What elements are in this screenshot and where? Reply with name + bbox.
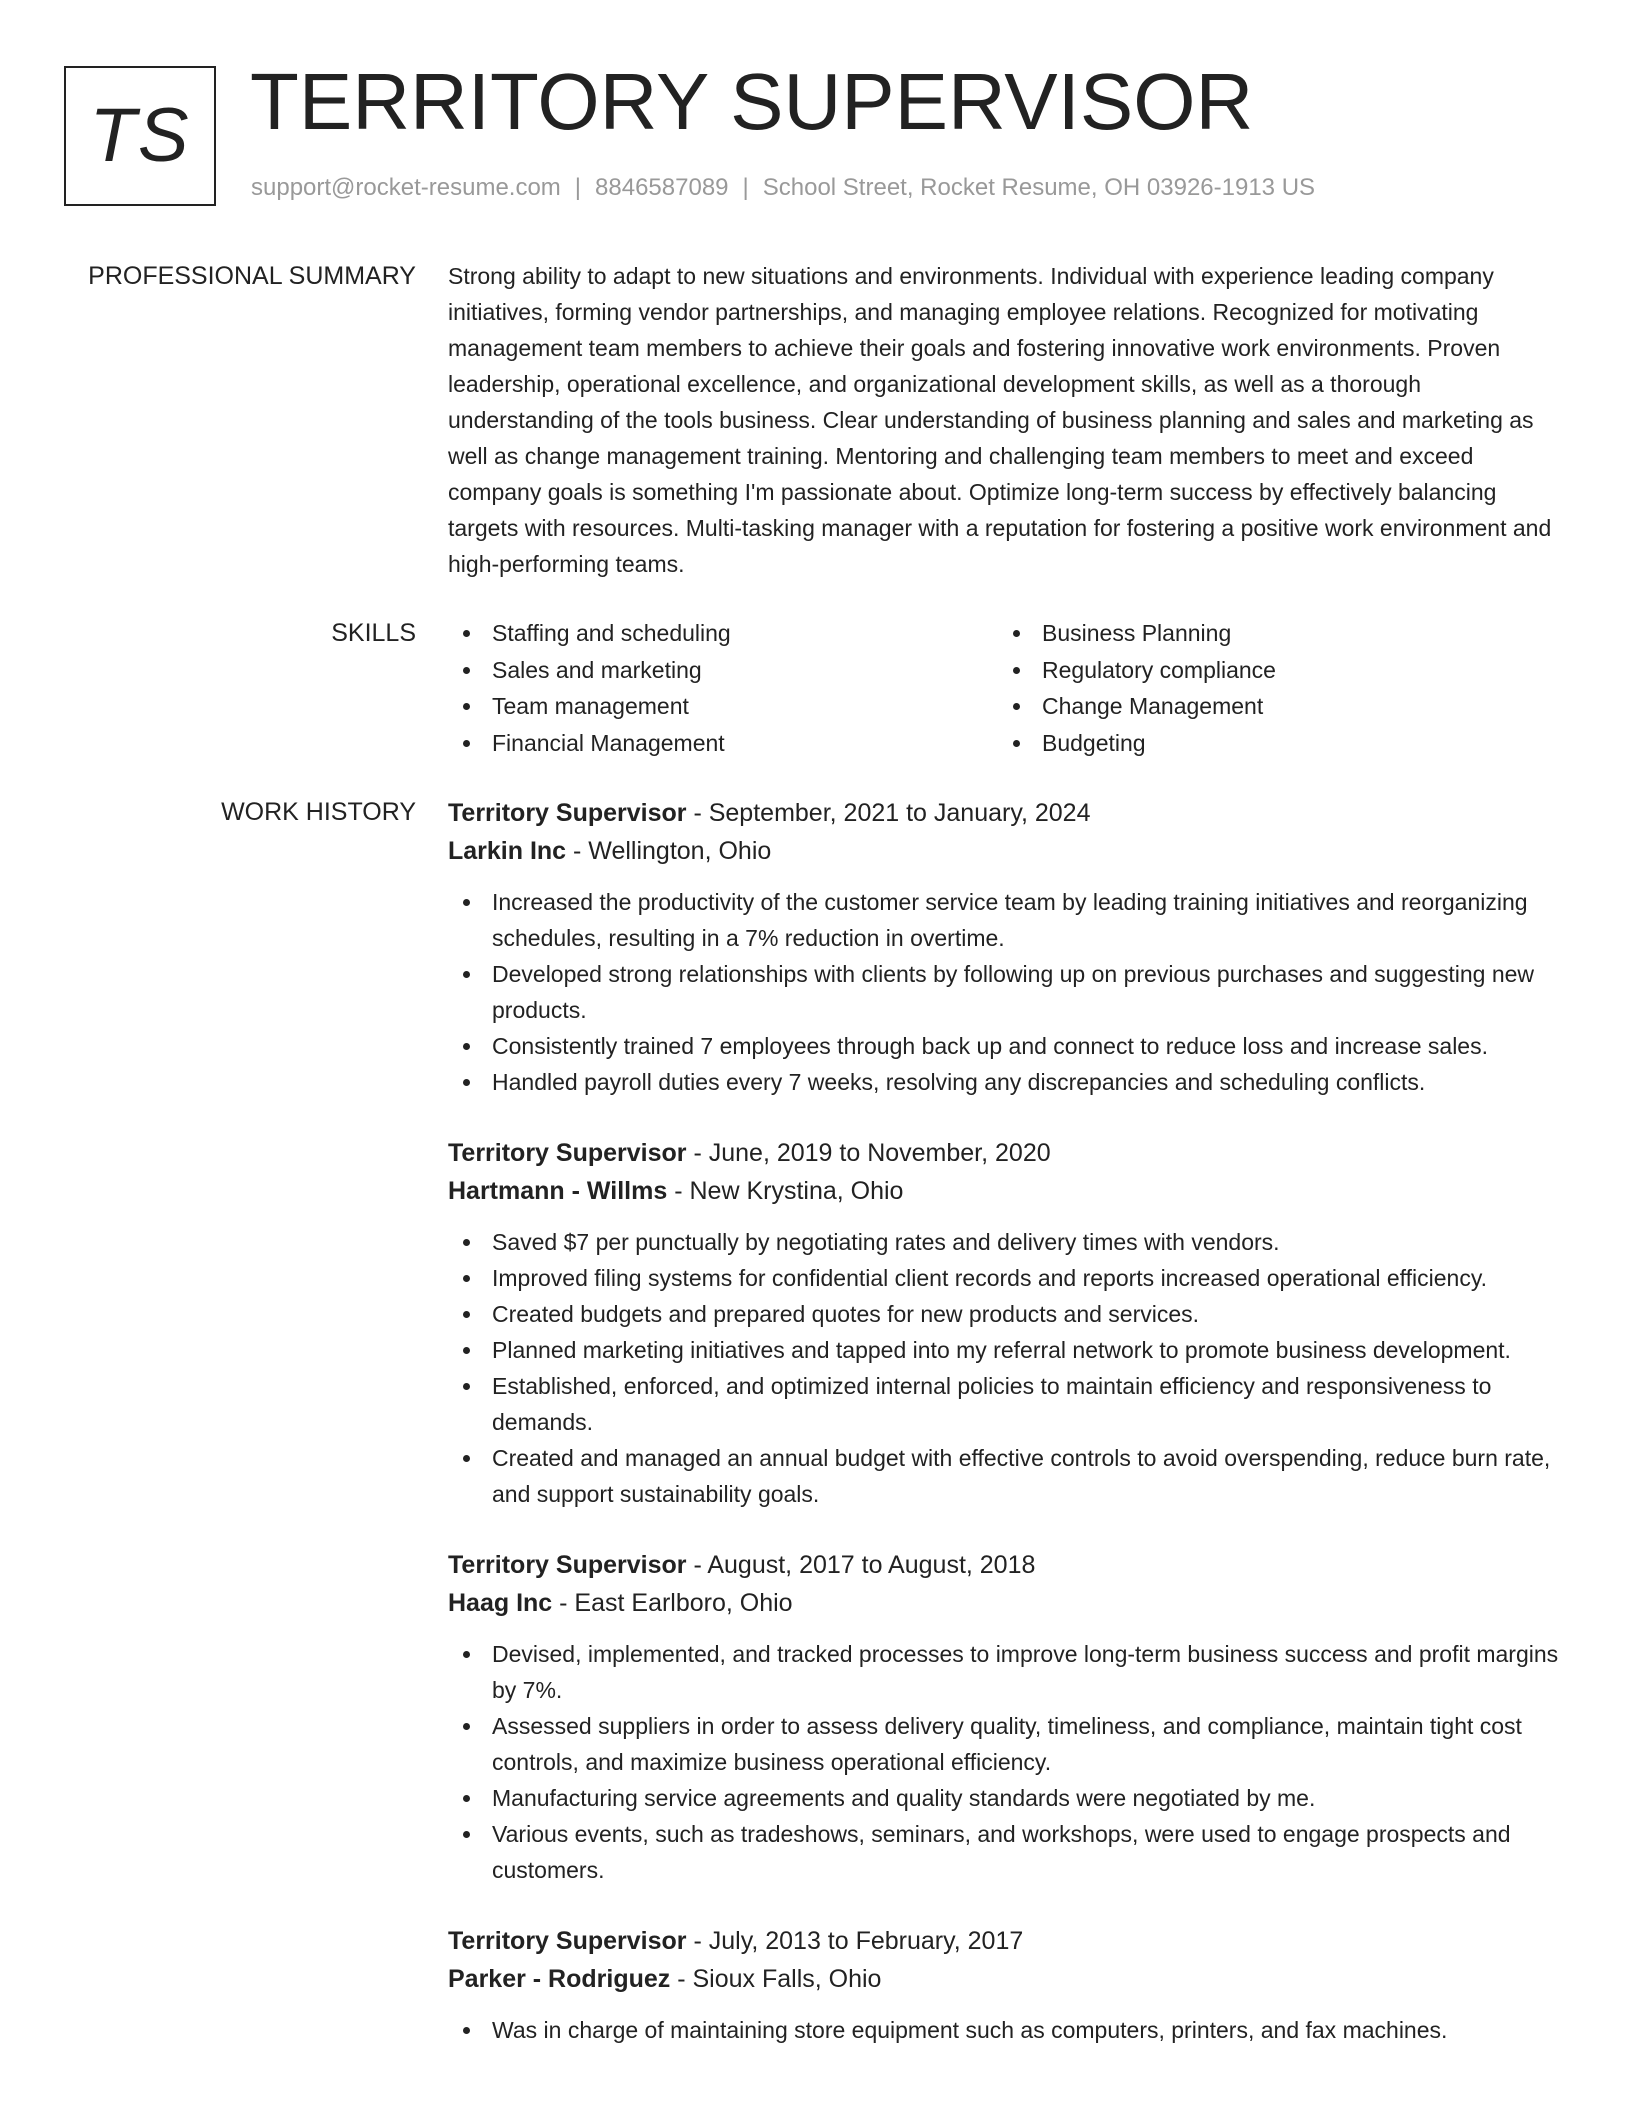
job-title: Territory Supervisor bbox=[448, 1927, 687, 1955]
monogram-text: TS bbox=[89, 93, 191, 178]
skill-item: Regulatory compliance bbox=[998, 652, 1548, 689]
job-bullet-list bbox=[448, 884, 1568, 1100]
skill-item: Financial Management bbox=[448, 725, 998, 762]
job-company-line bbox=[448, 832, 1568, 870]
job-bullet-list bbox=[448, 1636, 1568, 1888]
job-company-line bbox=[448, 1584, 1568, 1622]
skill-item: Sales and marketing bbox=[448, 652, 998, 689]
job-bullet: Assessed suppliers in order to assess delivery quality, timeliness, and compliance, maintain tight cost controls, and maximize business operational efficiency. bbox=[448, 1708, 1568, 1780]
job-title: Territory Supervisor bbox=[448, 799, 687, 827]
job-entry bbox=[448, 1546, 1568, 1888]
job-entry bbox=[448, 794, 1568, 1100]
job-company: Parker - Rodriguez bbox=[448, 1965, 671, 1993]
job-bullet: Improved filing systems for confidential client records and reports increased operational efficiency. bbox=[448, 1260, 1568, 1296]
job-bullet: Created and managed an annual budget with effective controls to avoid overspending, reduce burn rate, and support sustainability goals. bbox=[448, 1440, 1568, 1512]
contact-email: support@rocket-resume.com bbox=[251, 174, 561, 201]
job-bullet-list bbox=[448, 2012, 1568, 2048]
job-dates: - September, 2021 to January, 2024 bbox=[686, 799, 1091, 827]
job-bullet: Was in charge of maintaining store equipment such as computers, printers, and fax machines. bbox=[448, 2012, 1568, 2048]
contact-phone: 8846587089 bbox=[595, 174, 729, 201]
job-bullet-list bbox=[448, 1224, 1568, 1512]
job-bullet: Saved $7 per punctually by negotiating rates and delivery times with vendors. bbox=[448, 1224, 1568, 1260]
job-entry bbox=[448, 1134, 1568, 1512]
job-bullet: Manufacturing service agreements and quality standards were negotiated by me. bbox=[448, 1780, 1568, 1816]
job-bullet: Various events, such as tradeshows, seminars, and workshops, were used to engage prospects and customers. bbox=[448, 1816, 1568, 1888]
job-company-line bbox=[448, 1960, 1568, 1998]
summary-body bbox=[448, 258, 1568, 582]
skill-item: Business Planning bbox=[998, 615, 1548, 652]
job-location: - Sioux Falls, Ohio bbox=[670, 1965, 882, 1993]
skill-item: Budgeting bbox=[998, 725, 1548, 762]
skills-list bbox=[448, 615, 1568, 761]
job-dates: - July, 2013 to February, 2017 bbox=[686, 1927, 1024, 1955]
job-title-line bbox=[448, 794, 1568, 832]
work-history-heading: WORK HISTORY bbox=[221, 798, 416, 826]
job-entry bbox=[448, 1922, 1568, 2048]
skills-body bbox=[448, 615, 1568, 761]
contact-line bbox=[251, 174, 1315, 202]
job-title-line bbox=[448, 1546, 1568, 1584]
job-company: Hartmann - Willms bbox=[448, 1177, 668, 1205]
job-title-line bbox=[448, 1134, 1568, 1172]
skill-item: Team management bbox=[448, 688, 998, 725]
job-title-line bbox=[448, 1922, 1568, 1960]
job-bullet: Increased the productivity of the customer service team by leading training initiatives and reorganizing schedules, resulting in a 7% reduction in overtime. bbox=[448, 884, 1568, 956]
contact-separator: | bbox=[742, 174, 749, 201]
job-dates: - August, 2017 to August, 2018 bbox=[686, 1551, 1036, 1579]
job-company: Haag Inc bbox=[448, 1589, 553, 1617]
page-title: TERRITORY SUPERVISOR bbox=[250, 57, 1254, 146]
job-dates: - June, 2019 to November, 2020 bbox=[686, 1139, 1051, 1167]
job-company-line bbox=[448, 1172, 1568, 1210]
job-bullet: Planned marketing initiatives and tapped into my referral network to promote business development. bbox=[448, 1332, 1568, 1368]
summary-heading: PROFESSIONAL SUMMARY bbox=[88, 262, 416, 290]
contact-separator: | bbox=[574, 174, 582, 201]
job-location: - Wellington, Ohio bbox=[566, 837, 772, 865]
job-bullet: Developed strong relationships with clients by following up on previous purchases and suggesting new products. bbox=[448, 956, 1568, 1028]
summary-text: Strong ability to adapt to new situations and environments. Individual with experience leading company initiatives, forming vendor partnerships, and managing employee relations. Recognized for motivating management team members to achieve their goals and fostering innovative work environments. Proven leadership, operational excellence, and organizational development skills, as well as a thorough understanding of the tools business. Clear understanding of business planning and sales and marketing as well as change management training. Mentoring and challenging team members to meet and exceed company goals is something I'm passionate about. Optimize long-term success by effectively balancing targets with resources. Multi-tasking manager with a reputation for fostering a positive work environment and high-performing teams. bbox=[448, 263, 1552, 577]
skills-heading: SKILLS bbox=[331, 619, 416, 647]
job-company: Larkin Inc bbox=[448, 837, 567, 865]
job-location: - New Krystina, Ohio bbox=[667, 1177, 904, 1205]
contact-address: School Street, Rocket Resume, OH 03926-1913 US bbox=[762, 174, 1316, 201]
skill-item: Change Management bbox=[998, 688, 1548, 725]
job-bullet: Established, enforced, and optimized internal policies to maintain efficiency and responsiveness to demands. bbox=[448, 1368, 1568, 1440]
work-history-body bbox=[448, 794, 1568, 2082]
job-title: Territory Supervisor bbox=[448, 1139, 687, 1167]
job-bullet: Created budgets and prepared quotes for new products and services. bbox=[448, 1296, 1568, 1332]
job-bullet: Handled payroll duties every 7 weeks, resolving any discrepancies and scheduling conflicts. bbox=[448, 1064, 1568, 1100]
job-location: - East Earlboro, Ohio bbox=[552, 1589, 793, 1617]
monogram-logo bbox=[64, 66, 216, 206]
job-title: Territory Supervisor bbox=[448, 1551, 687, 1579]
skill-item: Staffing and scheduling bbox=[448, 615, 998, 652]
job-bullet: Devised, implemented, and tracked processes to improve long-term business success and profit margins by 7%. bbox=[448, 1636, 1568, 1708]
job-bullet: Consistently trained 7 employees through back up and connect to reduce loss and increase sales. bbox=[448, 1028, 1568, 1064]
